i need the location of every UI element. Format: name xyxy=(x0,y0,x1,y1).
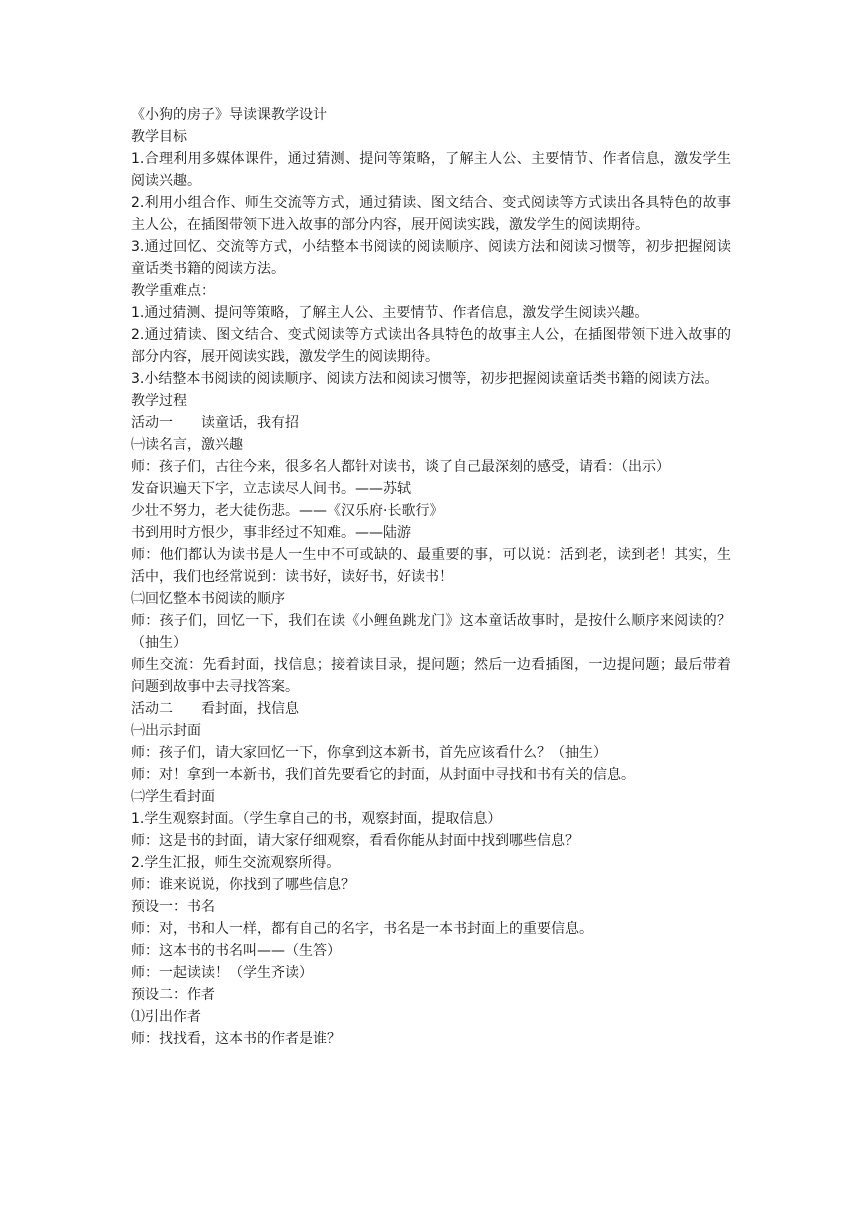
text-line: 师：对，书和人一样，都有自己的名字，书名是一本书封面上的重要信息。 xyxy=(131,921,593,937)
text-line: 师：对！拿到一本新书，我们首先要看它的封面，从封面中寻找和书有关的信息。 xyxy=(131,767,635,783)
text-line: ㈡回忆整本书阅读的顺序 xyxy=(131,591,285,607)
text-line: 教学过程 xyxy=(131,393,187,409)
text-line: 活动一 读童话，我有招 xyxy=(131,415,299,431)
text-line: 1.学生观察封面。（学生拿自己的书，观察封面，提取信息） xyxy=(131,811,502,827)
paragraph: 2.利用小组合作、师生交流等方式，通过猜读、图文结合、变式阅读等方式读出各具特色的故事主人公，在插图带领下进入故事的部分内容，展开阅读实践，激发学生的阅读期待。 xyxy=(131,195,731,233)
paragraph: 师生交流：先看封面，找信息；接着读目录，提问题；然后一边看插图，一边提问题；最后带着问题到故事中去寻找答案。 xyxy=(131,657,731,695)
text-line: 师：孩子们，请大家回忆一下，你拿到这本新书，首先应该看什么？（抽生） xyxy=(131,745,607,761)
text-line: 教学重难点： xyxy=(131,283,215,299)
paragraph: 师：孩子们，回忆一下，我们在读《小鲤鱼跳龙门》这本童话故事时，是按什么顺序来阅读的？（抽生） xyxy=(131,613,731,651)
text-line: ⑴引出作者 xyxy=(131,1009,201,1025)
text-line: 预设一：书名 xyxy=(131,899,215,915)
text-line: 师：这是书的封面，请大家仔细观察，看看你能从封面中找到哪些信息？ xyxy=(131,833,579,849)
text-line: 2.学生汇报，师生交流观察所得。 xyxy=(131,855,341,871)
text-line: 师：这本书的书名叫——（生答） xyxy=(131,943,341,959)
text-line: 预设二：作者 xyxy=(131,987,215,1003)
text-line: 书到用时方恨少，事非经过不知难。——陆游 xyxy=(131,525,411,541)
text-line: 《小狗的房子》导读课教学设计 xyxy=(131,107,327,123)
text-line: ㈠读名言，激兴趣 xyxy=(131,437,243,453)
paragraph: 2.通过猜读、图文结合、变式阅读等方式读出各具特色的故事主人公，在插图带领下进入故事的部分内容，展开阅读实践，激发学生的阅读期待。 xyxy=(131,327,731,365)
text-line: 发奋识遍天下字，立志读尽人间书。——苏轼 xyxy=(131,481,411,497)
text-line: 师：一起读读！（学生齐读） xyxy=(131,965,313,981)
text-line: 师：孩子们，古往今来，很多名人都针对读书，谈了自己最深刻的感受，请看：（出示） xyxy=(131,459,670,475)
text-line: 活动二 看封面，找信息 xyxy=(131,701,299,717)
paragraph: 1.合理利用多媒体课件，通过猜测、提问等策略，了解主人公、主要情节、作者信息，激发学生阅读兴趣。 xyxy=(131,151,731,189)
paragraph: 3.小结整本书阅读的阅读顺序、阅读方法和阅读习惯等，初步把握阅读童话类书籍的阅读方法。 xyxy=(131,371,719,387)
text-line: ㈠出示封面 xyxy=(131,723,201,739)
text-line: 师：谁来说说，你找到了哪些信息？ xyxy=(131,877,355,893)
paragraph: 3.通过回忆、交流等方式，小结整本书阅读的阅读顺序、阅读方法和阅读习惯等，初步把握阅读童话类书籍的阅读方法。 xyxy=(131,239,731,277)
text-line: 师：找找看，这本书的作者是谁？ xyxy=(131,1031,341,1047)
document-body xyxy=(131,104,731,1050)
text-line: ㈡学生看封面 xyxy=(131,789,215,805)
text-line: 教学目标 xyxy=(131,129,187,145)
paragraph: 师：他们都认为读书是人一生中不可或缺的、最重要的事，可以说：活到老，读到老！其实，生活中，我们也经常说到：读书好，读好书，好读书！ xyxy=(131,547,731,585)
text-line: 1.通过猜测、提问等策略，了解主人公、主要情节、作者信息，激发学生阅读兴趣。 xyxy=(131,305,649,321)
text-line: 少壮不努力，老大徒伤悲。——《汉乐府·长歌行》 xyxy=(131,503,444,519)
